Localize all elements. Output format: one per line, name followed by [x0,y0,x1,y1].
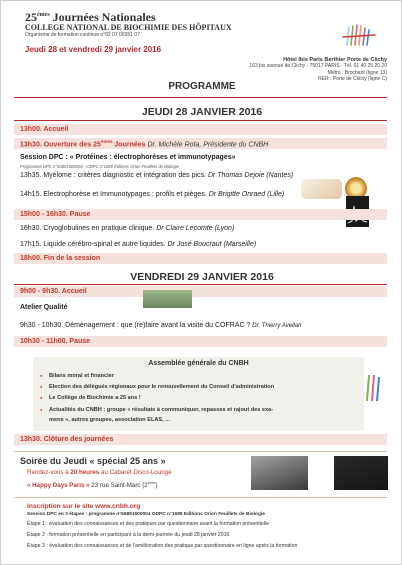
divider-line [14,451,387,452]
decorative-stripes-icon [363,373,383,403]
day2-talk-1: 9h30 - 10h30. Déménagement : que (re)faire avant la visite du COFRAC ? Dr. Thierry Avellan [20,322,302,329]
assemblee-title: Assemblée générale du CNBH [148,360,249,367]
day1-title: JEUDI 28 JANVIER 2016 [141,106,263,118]
day1-fin: 18h00. Fin de la session [20,255,101,262]
inscription-step-2: Étape 2 : formation présentielle en participant à la demi-journée du jeudi 28 janvier 2016 [27,532,230,538]
cnbh-logo-icon [339,23,379,47]
assemblee-item: ● Bilans moral et financier [49,373,114,379]
divider-line [14,97,387,98]
divider-line [14,497,387,498]
day2-cloture: 13h30. Clôture des journées [20,436,114,443]
inscription-step-3: Étape 3 : évaluation des connaissances et de l'amélioration des pratique par questionnaire en ligne après la formation [27,543,298,549]
event-title: 25èmes Journées Nationales [25,10,156,24]
hotel-address: 163 bis avenue de Clichy - 75017 PARIS - Tél. 01 40 25 20 20 [249,63,387,70]
inscription-site: Inscription sur le site www.cnbh.org [27,503,141,510]
day2-pause: 10h30 - 11h00. Pause [20,338,91,345]
day1-accueil: 13h00. Accueil [20,126,69,133]
programme-title: PROGRAMME [168,81,236,92]
dpc-session-sub: Programme DPC n°66891500004 - ODPC n°1689 Éditions Orion Feuillets de Biologie [20,164,180,169]
day2-accueil: 9h00 - 9h30. Accueil [20,288,87,295]
day1-talk-2: 14h15. Electrophorèse et Immunotypages : profils et pièges. Dr Brigitte Onraed (Lille) [20,191,285,198]
atelier-title: Atelier Qualité [20,304,68,311]
metro-info: Métro : Brochant (ligne 13) [327,69,387,76]
day1-talk-3: 16h30. Cryoglobulines en pratique clinique. Dr Claire Lecomte (Lyon) [20,225,235,232]
soiree-venue: « Happy Days Paris » 23 rue Saint-Marc (2ème) [27,480,158,490]
inscription-dpc: Session DPC en 3 étapes : programme n°66891500004 ODPC n°1689 Editions Orion Feuillets de Biologie [27,512,265,517]
day1-ouverture: 13h30. Ouverture des 25èmes Journées Dr. Michèle Rota, Présidente du CNBH [20,139,269,149]
day2-title: VENDREDI 29 JANVIER 2016 [130,271,274,283]
assemblee-item: ● Actualités du CNBH : groupe « résultats à communiquer, repasses et rajout des exa- [49,407,273,413]
divider-line [14,284,387,285]
day1-talk-1: 13h35. Myélome : critères diagnostic et intégration des pics. Dr Thomas Dejoie (Nantes) [20,172,294,179]
row-highlight [14,124,387,135]
dpc-session-title: Session DPC : « Protéines : électrophorèses et immunotypages» [20,154,236,161]
soiree-rendezvous: Rendez-vous à 20 heures au Cabaret Disco-Lounge [27,469,172,476]
organisme-number: Organisme de formation continue n°82 07 00351 07 [25,32,140,38]
day1-talk-4: 17h15. Liquide cérébro-spinal et autre liquides. Dr José Boucraut (Marseille) [20,241,257,248]
assemblee-item: ● Election des délégués régionaux pour le renouvellement du Conseil d'administration [49,384,274,390]
cabaret-photo-2 [334,456,388,490]
assemblee-item: ● Le Collège de Biochimie a 25 ans ! [49,395,141,401]
divider-line [14,120,387,121]
inscription-step-1: Étape 1 : évaluation des connaissances et des pratiques par questionnaire avant la formation présentielle [27,521,269,527]
hotel-name: Hôtel Ibis Paris Berthier Porte de Clichy [283,57,387,63]
rer-info: RER : Porte de Clichy (ligne C) [318,76,387,83]
quality-workshop-image [143,290,192,308]
college-name: COLLEGE NATIONAL DE BIOCHIMIE DES HÔPITAUX [25,23,232,32]
day1-pause: 15h00 - 16h30. Pause [20,211,91,218]
assemblee-item-cont: mens », autres groupes, association ELAS, ... [49,417,170,423]
soiree-title: Soirée du Jeudi « spécial 25 ans » [20,456,166,466]
event-dates: Jeudi 28 et vendredi 29 janvier 2016 [25,45,162,54]
cabaret-photo-1 [251,456,308,490]
seminar-logo-image [301,179,342,199]
venue-info [249,57,387,83]
